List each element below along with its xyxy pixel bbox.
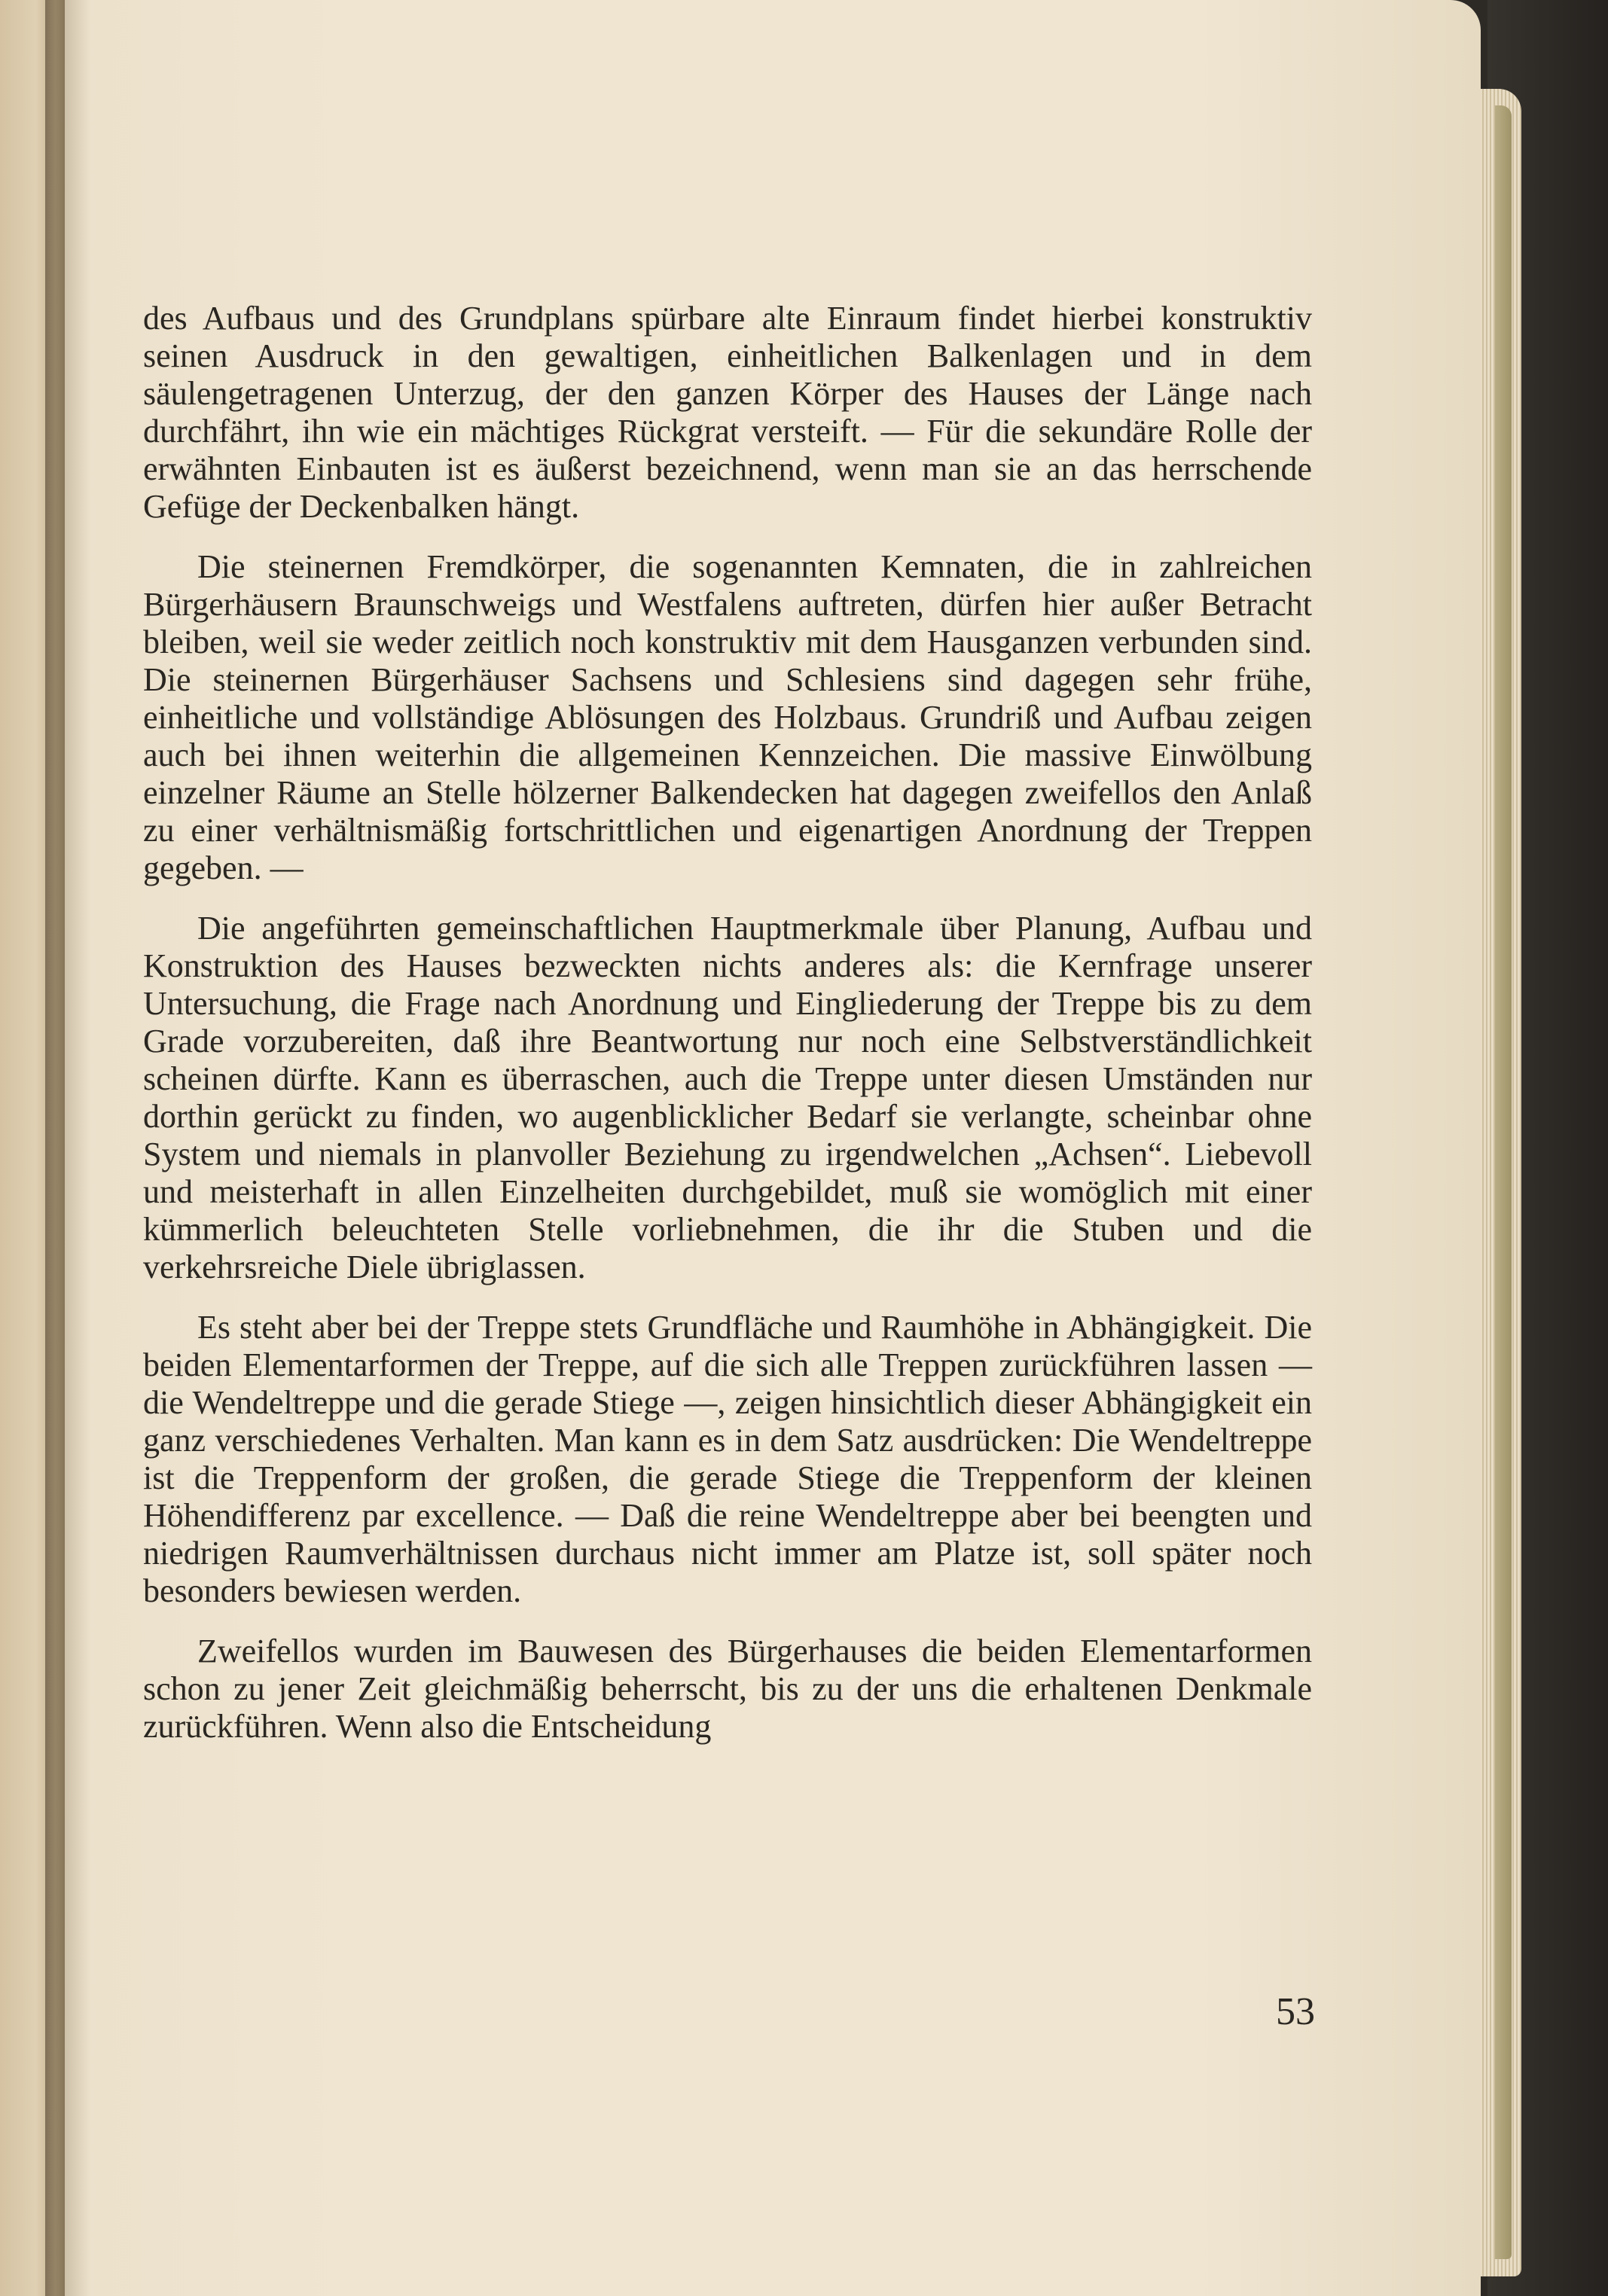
paragraph-3: Die angeführten gemeinschaftlichen Hauptmerkmale über Planung, Aufbau und Konstruktion des Hauses bezweckten nichts anderes als: die Kernfrage unserer Untersuchung, die Frage nach Anordnung und Eingliederung der Treppe bis zu dem Grade vorzubereiten, daß ihre Beantwortung nur noch eine Selbstverständlichkeit scheinen dürfte. Kann es überraschen, auch die Treppe unter diesen Umständen nur dorthin gerückt zu finden, wo augenblicklicher Bedarf sie verlangte, scheinbar ohne System und niemals in planvoller Beziehung zu irgendwelchen „Achsen“. Liebevoll und meisterhaft in allen Einzelheiten durchgebildet, muß sie womöglich mit einer kümmerlich beleuchteten Stelle vorliebnehmen, die ihr die Stuben und die verkehrsreiche Diele übriglassen.	[143, 910, 1312, 1285]
page-number: 53	[1276, 1990, 1315, 2033]
book-gutter-shadow	[45, 0, 90, 2296]
page-stack-shadow	[1495, 105, 1512, 2259]
paragraph-5: Zweifellos wurden im Bauwesen des Bürgerhauses die beiden Elementarformen schon zu jener Zeit gleichmäßig beherrscht, bis zu der uns die erhaltenen Denkmale zurückführen. Wenn also die Entscheidung	[143, 1633, 1312, 1745]
body-text	[143, 300, 1312, 1746]
book-page	[65, 0, 1481, 2296]
paragraph-1: des Aufbaus und des Grundplans spürbare alte Einraum findet hierbei konstruktiv seinen Ausdruck in den gewaltigen, einheitlichen Balkenlagen und in dem säulengetragenen Unterzug, der den ganzen Körper des Hauses der Länge nach durchfährt, ihn wie ein mächtiges Rückgrat versteift. — Für die sekundäre Rolle der erwähnten Einbauten ist es äußerst bezeichnend, wenn man sie an das herrschende Gefüge der Deckenbalken hängt.	[143, 300, 1312, 525]
paragraph-4: Es steht aber bei der Treppe stets Grundfläche und Raumhöhe in Abhängigkeit. Die beiden Elementarformen der Treppe, auf die sich alle Treppen zurückführen lassen — die Wendeltreppe und die gerade Stiege —, zeigen hinsichtlich dieser Abhängigkeit ein ganz verschiedenes Verhalten. Man kann es in dem Satz ausdrücken: Die Wendeltreppe ist die Treppenform der großen, die gerade Stiege die Treppenform der kleinen Höhendifferenz par excellence. — Daß die reine Wendeltreppe aber bei beengten und niedrigen Raumverhältnissen durchaus nicht immer am Platze ist, soll später noch besonders bewiesen werden.	[143, 1309, 1312, 1609]
paragraph-2: Die steinernen Fremdkörper, die sogenannten Kemnaten, die in zahlreichen Bürgerhäusern Braunschweigs und Westfalens auftreten, dürfen hier außer Betracht bleiben, weil sie weder zeitlich noch konstruktiv mit dem Hausganzen verbunden sind. Die steinernen Bürgerhäuser Sachsens und Schlesiens sind dagegen sehr frühe, einheitliche und vollständige Ablösungen des Holzbaus. Grundriß und Aufbau zeigen auch bei ihnen weiterhin die allgemeinen Kennzeichen. Die massive Einwölbung einzelner Räume an Stelle hölzerner Balkendecken hat dagegen zweifellos den Anlaß zu einer verhältnismäßig fortschrittlichen und eigenartigen Anordnung der Treppen gegeben. —	[143, 548, 1312, 886]
